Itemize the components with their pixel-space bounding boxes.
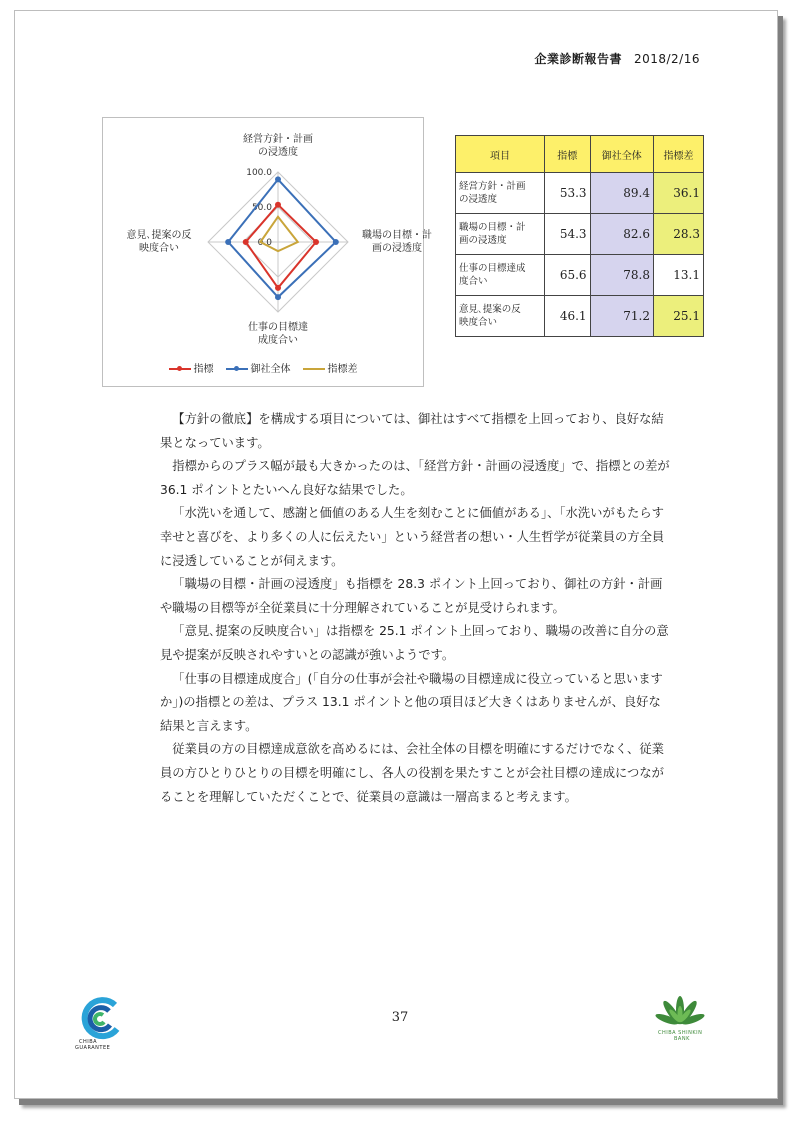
tick-label: 0.0 <box>257 238 272 248</box>
cell-index: 46.1 <box>545 296 591 337</box>
cell-diff: 13.1 <box>654 255 704 296</box>
cell-company: 71.2 <box>590 296 653 337</box>
chart-legend <box>103 360 423 375</box>
row-label-line: 意見､提案の反 <box>459 304 521 315</box>
cell-diff: 25.1 <box>654 296 704 337</box>
cell-index: 65.6 <box>545 255 591 296</box>
lotus-logo-icon <box>650 990 710 1030</box>
report-title: 企業診断報告書 <box>534 52 622 66</box>
right-logo-caption-1: CHIBA SHINKIN <box>658 1030 703 1036</box>
row-label <box>456 255 545 296</box>
legend-label: 御社全体 <box>250 364 291 375</box>
header-company: 御社全体 <box>590 136 653 173</box>
legend-label: 指標 <box>193 364 214 375</box>
right-logo-caption-2: BANK <box>674 1036 690 1042</box>
legend-label: 指標差 <box>327 364 358 375</box>
table-row <box>456 173 704 214</box>
body-paragraph: 従業員の方の目標達成意欲を高めるには、会社全体の目標を明確にするだけでなく、従業員の方ひとりひとりの目標を明確にし、各人の役割を果たすことが会社目標の達成につながることを理解していただくことで、従業員の意識は一層高まると考えます。 <box>160 742 664 804</box>
table-row <box>456 214 704 255</box>
tick-label: 50.0 <box>251 203 272 213</box>
report-date: 2018/2/16 <box>633 52 700 66</box>
axis-label: 意見､提案の反 <box>126 230 192 241</box>
tick-label: 100.0 <box>246 168 272 178</box>
series-line-0 <box>246 205 316 288</box>
cell-company: 82.6 <box>590 214 653 255</box>
left-logo-caption-2: GUARANTEE <box>75 1045 111 1051</box>
cell-index: 53.3 <box>545 173 591 214</box>
axis-label: 仕事の目標達 <box>248 322 308 333</box>
report-header <box>534 50 700 67</box>
legend-swatch <box>226 368 248 370</box>
cell-diff: 36.1 <box>654 173 704 214</box>
page-number: 37 <box>391 1010 409 1025</box>
legend-swatch <box>169 368 191 370</box>
row-label <box>456 173 545 214</box>
header-index: 指標 <box>545 136 591 173</box>
body-paragraph: 「水洗いを通して、感謝と価値のある人生を刻むことに価値がある」、「水洗いがもたらす幸せと喜びを、より多くの人に伝えたい」という経営者の想い・人生哲学が従業員の方全員に浸透していることが伺えます。 <box>160 506 665 568</box>
table-row <box>456 255 704 296</box>
row-label-line: 度合い <box>459 276 488 287</box>
axis-label: の浸透度 <box>258 147 298 158</box>
radar-chart <box>102 117 432 387</box>
cell-index: 54.3 <box>545 214 591 255</box>
series-point <box>275 294 281 300</box>
comparison-table <box>455 135 704 337</box>
row-label <box>456 296 545 337</box>
legend-item <box>303 360 358 375</box>
body-paragraph: 「意見､提案の反映度合い」は指標を 25.1 ポイント上回っており、職場の改善に自分の意見や提案が反映されやすいとの認識が強いようです。 <box>160 624 669 662</box>
row-label-line: の浸透度 <box>459 194 498 205</box>
legend-swatch <box>303 368 325 370</box>
cell-company: 89.4 <box>590 173 653 214</box>
series-point <box>243 239 249 245</box>
body-paragraph: 「仕事の目標達成度合」(「自分の仕事が会社や職場の目標達成に役立っていると思いますか」)の指標との差は、プラス 13.1 ポイントと他の項目ほど大きくはありませんが、良好な結果と言えます。 <box>160 671 663 733</box>
table-header-row <box>456 136 704 173</box>
axis-label: 職場の目標・計 <box>362 230 432 241</box>
series-point <box>225 239 231 245</box>
series-point <box>275 202 281 208</box>
header-diff: 指標差 <box>654 136 704 173</box>
axis-label: 画の浸透度 <box>372 243 422 254</box>
row-label-line: 職場の目標・計 <box>459 222 526 233</box>
body-paragraph: 指標からのプラス幅が最も大きかったのは、「経営方針・計画の浸透度」で、指標との差が 36.1 ポイントとたいへん良好な結果でした。 <box>160 459 670 497</box>
table-row <box>456 296 704 337</box>
chiba-shinkin-bank-logo <box>650 990 710 1042</box>
series-point <box>333 239 339 245</box>
axis-label: 成度合い <box>258 335 298 346</box>
legend-item <box>169 360 214 375</box>
axis-label: 映度合い <box>139 243 179 254</box>
body-paragraph: 「職場の目標・計画の浸透度」も指標を 28.3 ポイント上回っており、御社の方針・計画や職場の目標等が全従業員に十分理解されていることが見受けられます。 <box>160 577 663 615</box>
row-label-line: 経営方針・計画 <box>459 181 526 192</box>
series-line-1 <box>228 179 336 297</box>
row-label-line: 仕事の目標達成 <box>459 263 526 274</box>
cell-diff: 28.3 <box>654 214 704 255</box>
radar-chart-svg <box>103 118 432 358</box>
series-point <box>275 285 281 291</box>
legend-item <box>226 360 291 375</box>
left-logo-caption-1: CHIBA <box>79 1039 98 1045</box>
body-paragraph: 【方針の徹底】を構成する項目については、御社はすべて指標を上回っており、良好な結果となっています。 <box>160 412 664 450</box>
header-item: 項目 <box>456 136 545 173</box>
axis-label: 経営方針・計画 <box>243 134 313 145</box>
series-point <box>313 239 319 245</box>
row-label-line: 画の浸透度 <box>459 235 507 246</box>
series-point <box>275 176 281 182</box>
body-text <box>160 408 670 809</box>
row-label <box>456 214 545 255</box>
cell-company: 78.8 <box>590 255 653 296</box>
row-label-line: 映度合い <box>459 317 498 328</box>
